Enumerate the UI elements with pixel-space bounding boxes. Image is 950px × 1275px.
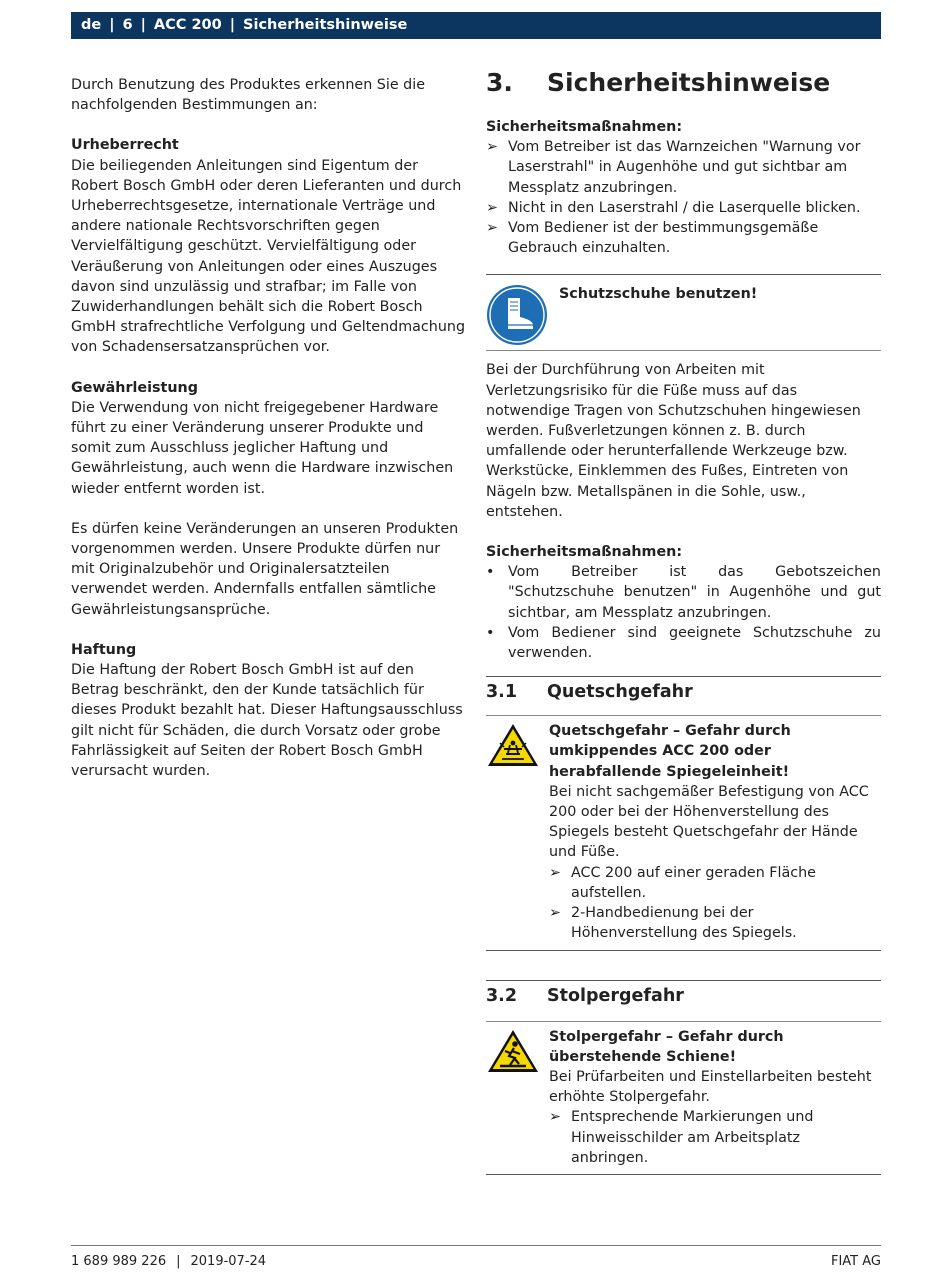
chapter-title: Sicherheitshinweise xyxy=(547,68,831,97)
arrow-bullet-icon: ➢ xyxy=(486,139,498,156)
bullet-icon: • xyxy=(486,624,495,641)
header-bar xyxy=(71,12,881,39)
safety-measures-heading: Sicherheitsmaßnahmen: xyxy=(486,119,683,135)
safety-boots-notice xyxy=(486,275,881,348)
header-separator: | xyxy=(140,17,146,33)
header-section: Sicherheitshinweise xyxy=(243,17,408,33)
warranty-heading: Gewährleistung xyxy=(71,379,198,396)
list-item: ➢ Entsprechende Markierungen und Hinweisschilder am Arbeitsplatz anbringen. xyxy=(549,1109,814,1166)
list-item: • Vom Bediener sind geeignete Schutzschuhe zu verwenden. xyxy=(486,624,881,662)
crush-hazard-title: Quetschgefahr – Gefahr durch umkippendes ACC 200 oder herabfallende Spiegeleinheit! xyxy=(549,723,791,780)
chapter-heading xyxy=(486,66,881,100)
crush-hazard-steps xyxy=(549,863,881,944)
header-page-number: 6 xyxy=(122,17,133,33)
list-item: ➢ Nicht in den Laserstrahl / die Laserquelle blicken. xyxy=(486,198,881,218)
document-date: 2019-07-24 xyxy=(190,1254,267,1269)
footer-separator: | xyxy=(176,1254,181,1269)
section-title: Quetschgefahr xyxy=(547,682,693,703)
arrow-bullet-icon: ➢ xyxy=(549,864,561,881)
list-item: ➢ Vom Bediener ist der bestimmungsgemäße Gebrauch einzuhalten. xyxy=(486,220,819,257)
arrow-bullet-icon: ➢ xyxy=(486,199,498,216)
arrow-bullet-icon: ➢ xyxy=(549,905,561,922)
liability-text: Die Haftung der Robert Bosch GmbH ist auf den Betrag beschränkt, den der Kunde tatsächlich für dieses Produkt bezahlt hat. Dieser Haftungsausschluss gilt nicht für Schäden, die durch Vorsatz oder grobe Fahrlässigkeit auf Seiten der Robert Bosch GmbH verursacht wurden. xyxy=(71,662,463,780)
footer-divider xyxy=(71,1245,881,1246)
modifications-text: Es dürfen keine Veränderungen an unseren Produkten vorgenommen werden. Unsere Produkte dürfen nur mit Originalzubehör und Originalersatzteilen verwendet werden. Andernfalls entfallen sämtliche Gewährleistungsansprüche. xyxy=(71,520,459,618)
arrow-bullet-icon: ➢ xyxy=(486,220,498,237)
crush-hazard-text: Bei nicht sachgemäßer Befestigung von ACC 200 oder bei der Höhenverstellung des Spiegels besteht Quetschgefahr der Hände und Füße. xyxy=(549,783,869,861)
crush-hazard-warning xyxy=(486,716,881,943)
arrow-bullet-icon: ➢ xyxy=(549,1109,561,1126)
safety-boots-icon xyxy=(486,284,559,348)
trip-hazard-content xyxy=(549,1027,881,1168)
crush-hazard-icon xyxy=(486,721,549,943)
left-column xyxy=(71,75,466,781)
trip-hazard-warning xyxy=(486,1022,881,1168)
header-product: ACC 200 xyxy=(153,17,222,33)
liability-heading: Haftung xyxy=(71,641,137,658)
trip-hazard-text: Bei Prüfarbeiten und Einstellarbeiten besteht erhöhte Stolpergefahr. xyxy=(549,1068,872,1106)
safety-measures-heading: Sicherheitsmaßnahmen: xyxy=(486,544,683,561)
list-item: ➢ 2-Handbedienung bei der Höhenverstellung des Spiegels. xyxy=(549,905,797,942)
safety-boots-title: Schutzschuhe benutzen! xyxy=(559,286,758,303)
crush-hazard-content xyxy=(549,721,881,943)
footer-company: FIAT AG xyxy=(830,1254,881,1269)
header-lang: de xyxy=(81,17,102,33)
safety-measures-list xyxy=(486,562,881,663)
list-item: ➢ Vom Betreiber ist das Warnzeichen "Warnung vor Laserstrahl" in Augenhöhe und gut sichtbar am Messplatz anzubringen. xyxy=(486,139,861,196)
safety-measures-list xyxy=(486,137,881,258)
bullet-icon: • xyxy=(486,564,495,581)
footer-left xyxy=(71,1254,266,1270)
section-heading xyxy=(486,981,881,1021)
chapter-number: 3. xyxy=(486,68,513,97)
section-title: Stolpergefahr xyxy=(547,985,684,1006)
warranty-text: Die Verwendung von nicht freigegebener Hardware führt zu einer Veränderung unserer Produkte und somit zum Ausschluss jeglicher Haftung und Gewährleistung, auch wenn die Hardware inzwischen wieder entfernt worden ist. xyxy=(71,399,454,497)
section-number: 3.2 xyxy=(486,985,518,1006)
list-item: • Vom Betreiber ist das Gebotszeichen "Schutzschuhe benutzen" in Augenhöhe und gut sichtbar, am Messplatz anzubringen. xyxy=(486,564,881,621)
intro-text: Durch Benutzung des Produktes erkennen Sie die nachfolgenden Bestimmungen an: xyxy=(71,77,426,114)
copyright-heading: Urheberrecht xyxy=(71,137,179,154)
header-separator: | xyxy=(229,17,236,33)
copyright-text: Die beiliegenden Anleitungen sind Eigentum der Robert Bosch GmbH oder deren Lieferanten und durch Urheberrechtsgesetze, internationale Verträge und andere nationale Rechtsvorschriften gegen Vervielfältigung geschützt. Vervielfältigung oder Veräußerung von Anleitungen oder eines Auszuges davon sind unzulässig und strafbar; im Falle von Zuwiderhandlungen behält sich die Robert Bosch GmbH strafrechtliche Verfolgung und Geltendmachung von Schadensersatzansprüchen vor. xyxy=(71,157,466,356)
right-column xyxy=(486,66,881,1175)
header-separator: | xyxy=(109,17,115,33)
section-heading xyxy=(486,677,881,715)
document-number: 1 689 989 226 xyxy=(71,1254,167,1269)
trip-hazard-icon xyxy=(486,1027,549,1168)
trip-hazard-title: Stolpergefahr – Gefahr durch überstehende Schiene! xyxy=(549,1028,784,1065)
safety-boots-text: Bei der Durchführung von Arbeiten mit Verletzungsrisiko für die Füße muss auf das notwendige Tragen von Schutzschuhen hingewiesen werden. Fußverletzungen können z. B. durch umfallende oder herunterfallende Werkzeuge bzw. Werkstücke, Einklemmen des Fußes, Eintreten von Nägeln bzw. Metallspänen in die Sohle, usw., entstehen. xyxy=(486,362,861,520)
section-number: 3.1 xyxy=(486,682,518,703)
list-item: ➢ ACC 200 auf einer geraden Fläche aufstellen. xyxy=(549,864,816,901)
trip-hazard-steps xyxy=(549,1107,881,1168)
